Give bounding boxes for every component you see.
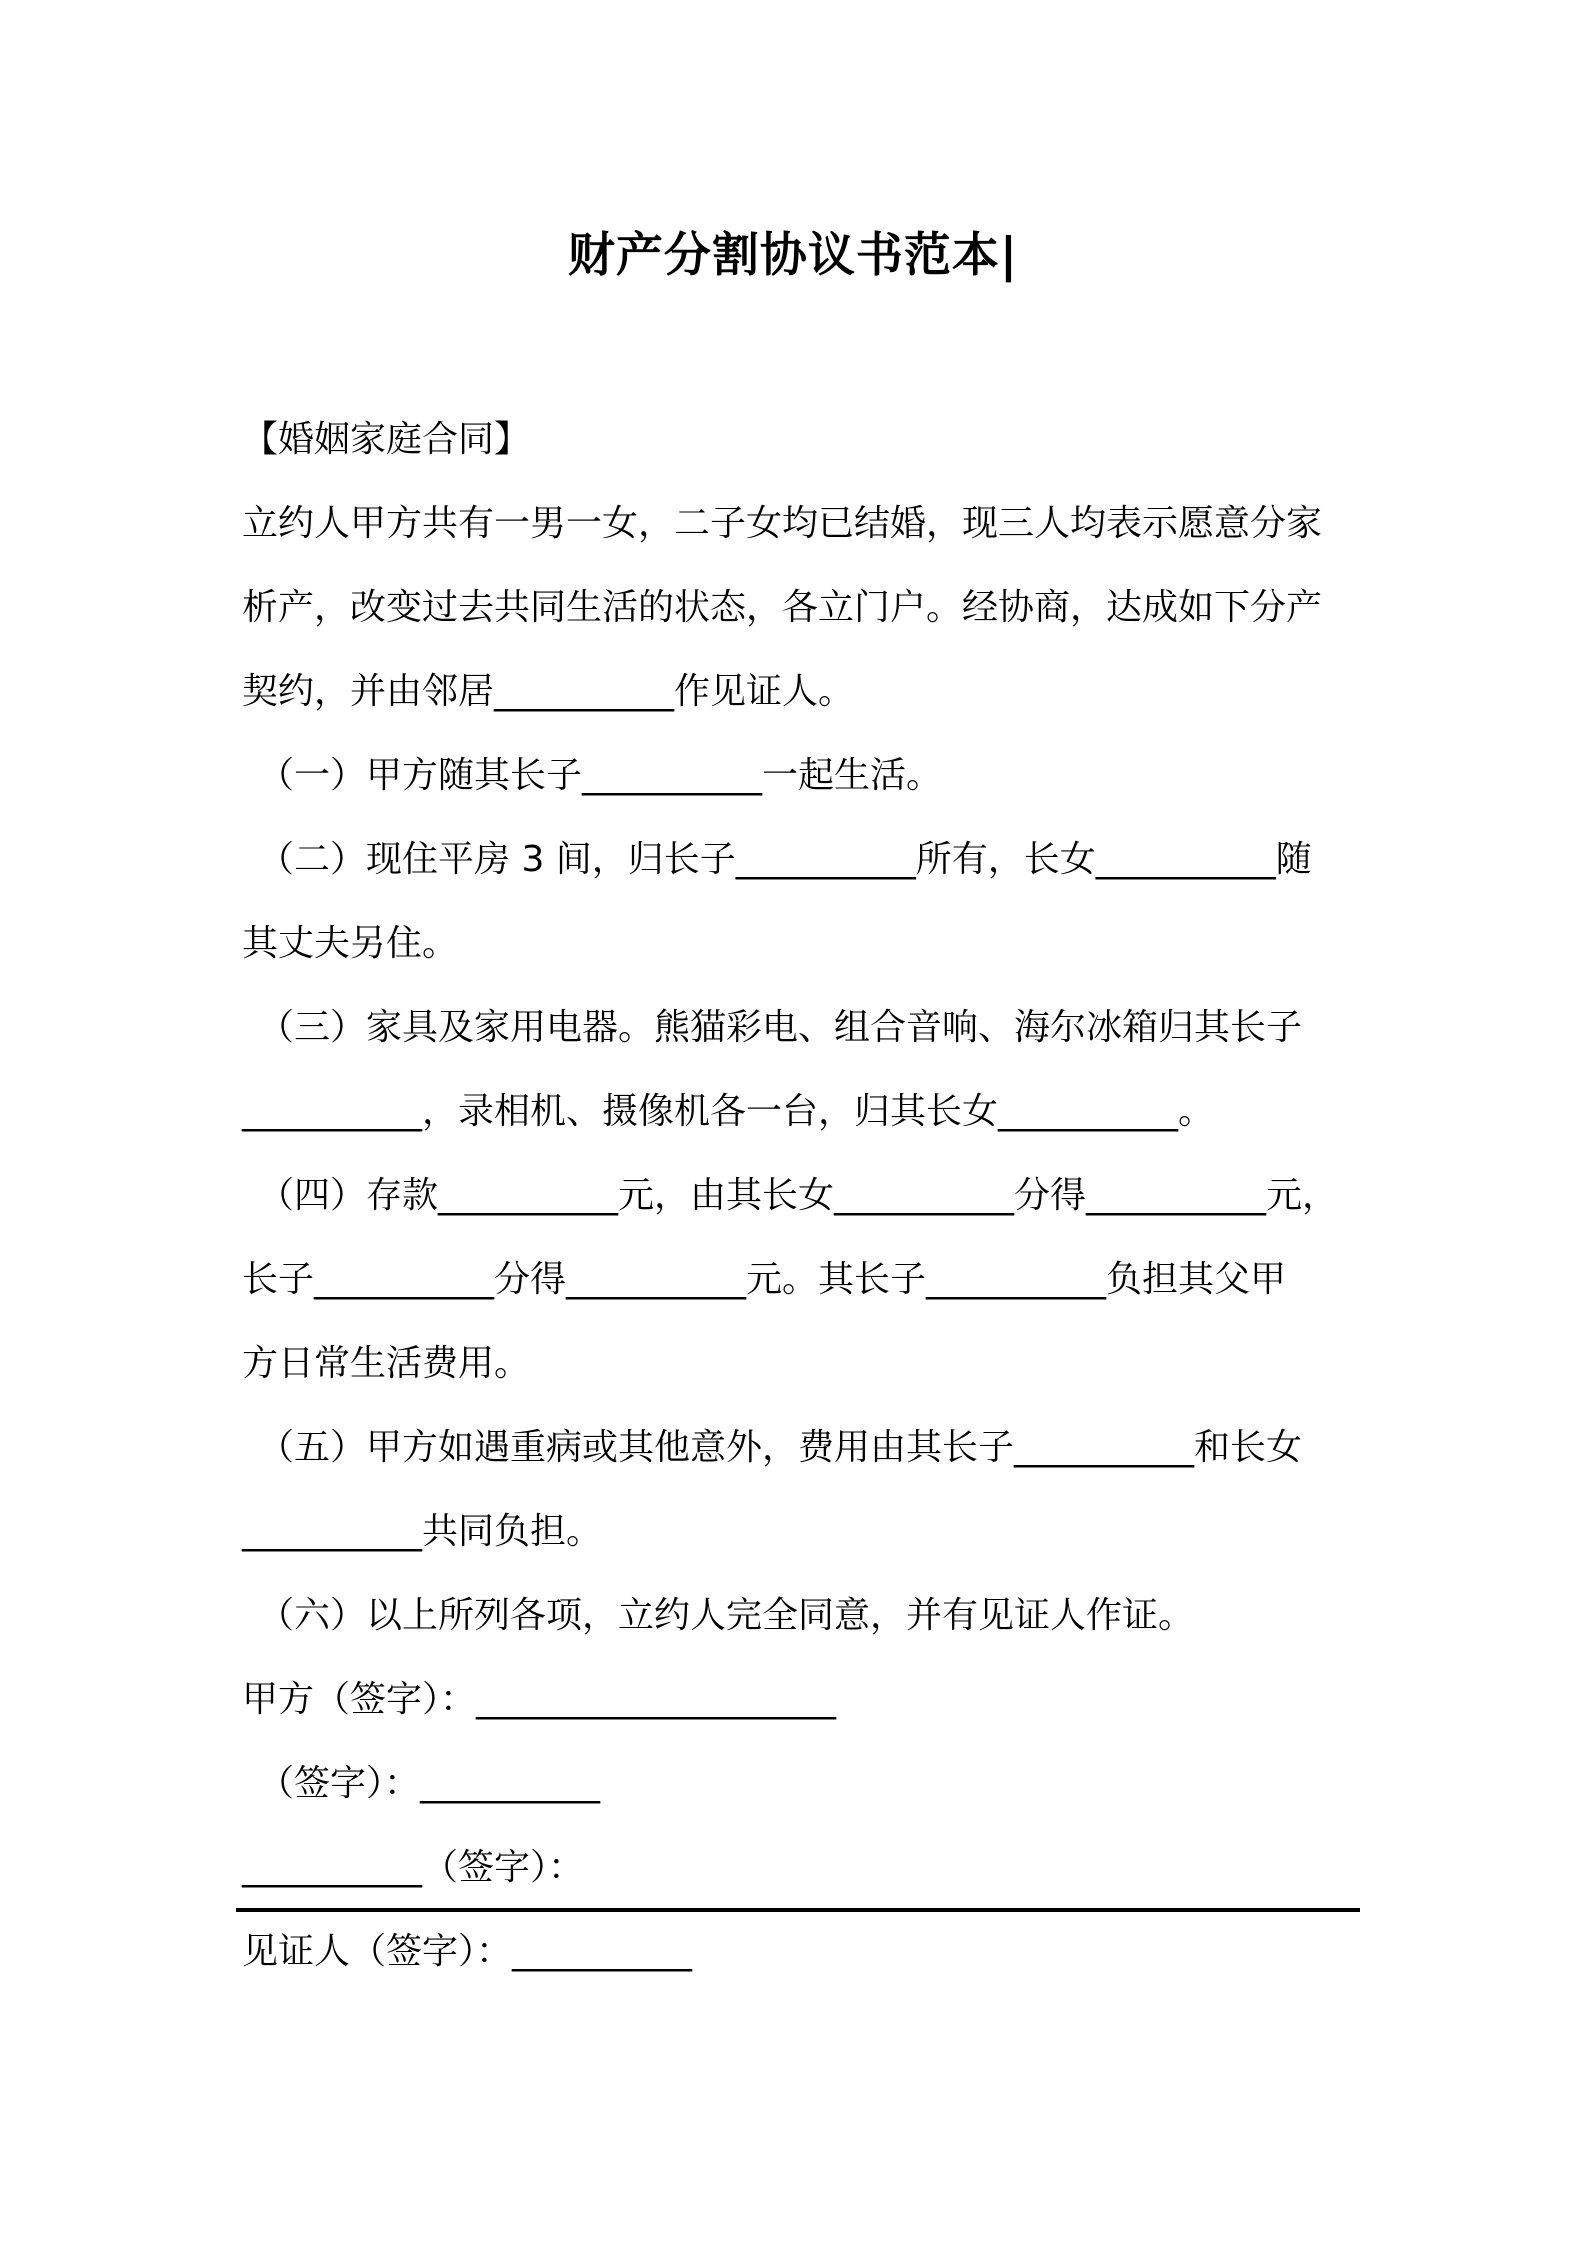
item-2-line-2: 其丈夫另住。 [242,923,459,964]
signature-2: （签字）：__________ [258,1763,601,1804]
item-4-line-1: （四）存款__________元，由其长女__________分得__________元， [258,1175,1339,1216]
item-4-line-3: 方日常生活费用。 [242,1343,531,1384]
item-5-line-1: （五）甲方如遇重病或其他意外，费用由其长子__________和长女 [258,1427,1303,1468]
signature-witness: 见证人（签字）：__________ [242,1931,693,1972]
item-6-line-1: （六）以上所列各项，立约人完全同意，并有见证人作证。 [258,1595,1195,1636]
horizontal-rule [236,1908,1360,1912]
item-3-line-2: __________，录相机、摄像机各一台，归其长女__________。 [242,1091,1215,1132]
item-5-line-2: __________共同负担。 [242,1511,603,1552]
item-1-line-1: （一）甲方随其长子__________一起生活。 [258,755,943,796]
item-3-line-1: （三）家具及家用电器。熊猫彩电、组合音响、海尔冰箱归其长子 [258,1007,1303,1048]
signature-3: __________（签字）： [242,1847,585,1888]
contract-category: 【婚姻家庭合同】 [242,419,531,460]
item-4-line-2: 长子__________分得__________元。其长子__________负担其父甲 [242,1259,1287,1300]
document-title: 财产分割协议书范本| [567,228,1019,283]
item-2-line-1: （二）现住平房 3 间，归长子__________所有，长女__________随 [258,839,1312,880]
paragraph-1-line-1: 立约人甲方共有一男一女，二子女均已结婚，现三人均表示愿意分家 [242,503,1323,544]
paragraph-1-line-3: 契约，并由邻居__________作见证人。 [242,671,855,712]
paragraph-1-line-2: 析产，改变过去共同生活的状态，各立门户。经协商，达成如下分产 [242,587,1323,628]
signature-party-a: 甲方（签字）：____________________ [242,1679,837,1720]
